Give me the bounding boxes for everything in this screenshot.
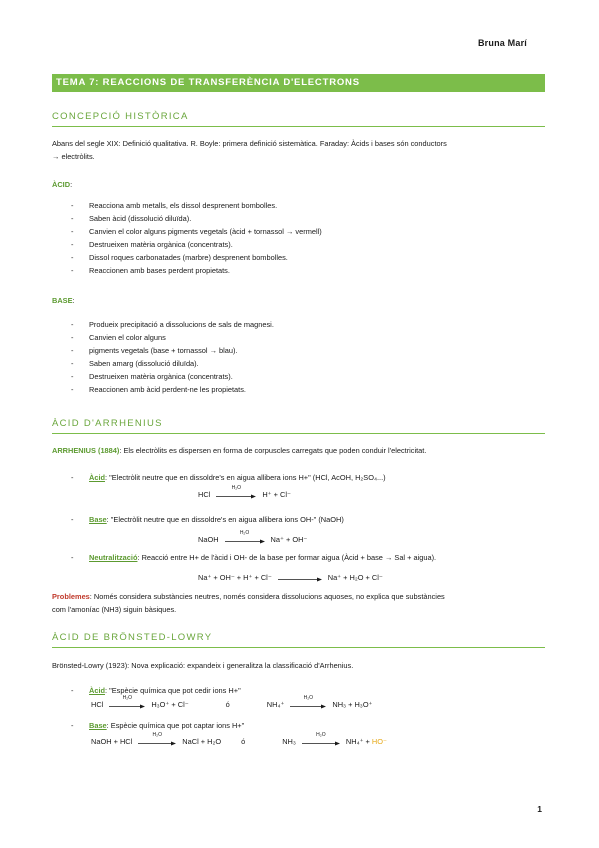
arrhenius-neutralization-def [52, 551, 542, 564]
neutralization-label: Neutralització [89, 553, 138, 562]
list-item: - Saben amarg (dissolució diluïda). [52, 357, 542, 370]
problems-line-1 [52, 590, 542, 603]
list-item: - Destrueixen matèria orgànica (concentrats). [52, 370, 542, 383]
page-number: 1 [537, 804, 542, 814]
list-item [52, 551, 542, 564]
eq-left: HCl [91, 700, 104, 709]
author-name: Bruna Marí [477, 38, 527, 48]
reaction-arrow-icon [138, 732, 176, 746]
problems-label: Problemes [52, 592, 90, 601]
list-item: - Canvien el color alguns [52, 331, 542, 344]
base-label: Base [89, 721, 107, 730]
acid-definition: : "Espècie química que pot cedir ions H+" [105, 686, 241, 695]
list-item: - Reacciona amb metalls, els dissol desprenent bombolles. [52, 199, 542, 212]
list-item: - Saben àcid (dissolució diluïda). [52, 212, 542, 225]
list-item [52, 513, 542, 526]
list-item: - Produeix precipitació a dissolucions de sals de magnesi. [52, 318, 542, 331]
list-item: - Canvien el color alguns pigments vegetals (àcid + tornassol → vermell) [52, 225, 542, 238]
eq-left: NaOH + HCl [91, 737, 133, 746]
list-item: - Reaccionen amb àcid perdent-ne les propietats. [52, 383, 542, 396]
base-heading: BASE: [52, 296, 75, 305]
historical-intro [52, 137, 542, 163]
eq-right [346, 737, 387, 746]
or-word: ó [241, 737, 246, 746]
eq-condition: H₂O [316, 732, 326, 738]
acid-properties-list [52, 199, 542, 277]
arrhenius-acid-def [52, 471, 542, 484]
acid-label: Àcid [89, 473, 106, 482]
eq-condition: H₂O [303, 695, 314, 701]
equation-naoh [198, 530, 308, 544]
eq-right: Na⁺ + H₂O + Cl⁻ [327, 573, 383, 582]
intro-line-1: Abans del segle XIX: Definició qualitativa. R. Boyle: primera definició sistemàtica. Faraday: Àcids i bases són conductors [52, 139, 447, 148]
reaction-arrow-icon [109, 695, 145, 709]
eq-right: Na⁺ + OH⁻ [270, 535, 308, 544]
list-item [52, 471, 542, 484]
acid-heading: ÀCID: [52, 180, 73, 189]
acid-heading-label: ÀCID [52, 180, 71, 189]
list-item: - Reaccionen amb bases perdent propietats. [52, 264, 542, 277]
eq-left: Na⁺ + OH⁻ + H⁺ + Cl⁻ [198, 573, 272, 582]
reaction-arrow-icon [302, 732, 340, 746]
arrhenius-base-def [52, 513, 542, 526]
acid-label: Àcid [89, 686, 106, 695]
list-item [52, 719, 542, 732]
equation-hcl [198, 485, 291, 499]
equations-bronsted-acid [91, 695, 373, 709]
list-item: - Dissol roques carbonatades (marbre) desprenent bombolles. [52, 251, 542, 264]
bronsted-intro: Brönsted-Lowry (1923): Nova explicació: expandeix i generalitza la classificació d'Arrhenius. [52, 661, 354, 670]
section-title-historical: CONCEPCIÓ HISTÒRICA [52, 111, 545, 127]
eq-right: H₃O⁺ + Cl⁻ [151, 700, 189, 709]
list-item: - pigments vegetals (base + tornassol → blau). [52, 344, 542, 357]
list-item: - Destrueixen matèria orgànica (concentrats). [52, 238, 542, 251]
intro-line-2: → electròlits. [52, 152, 95, 161]
eq-condition: H₂O [152, 732, 162, 738]
problems-text: : Només considera substàncies neutres, només considera dissolucions aquoses, no explica que substàncies [89, 592, 445, 601]
eq-right-highlight: HO⁻ [371, 737, 387, 746]
eq-condition: H₂O [231, 485, 242, 491]
eq-left: NH₃ [282, 737, 296, 746]
reaction-arrow-icon [216, 485, 256, 499]
reaction-arrow-icon [290, 695, 326, 709]
eq-condition: H₂O [122, 695, 133, 701]
base-definition: : Espècie química que pot captar ions H+" [106, 721, 245, 730]
equation-neutralization [198, 573, 383, 582]
or-word: ó [225, 700, 230, 709]
arrhenius-label: ARRHENIUS (1884) [52, 446, 120, 455]
eq-left: NaOH [198, 535, 219, 544]
arrhenius-intro [52, 444, 542, 457]
base-definition: : "Electròlit neutre que en dissoldre's en aigua allibera ions OH-" (NaOH) [106, 515, 344, 524]
topic-title-bar: TEMA 7: REACCIONS DE TRANSFERÈNCIA D'ELECTRONS [52, 74, 545, 92]
base-label: Base [89, 515, 107, 524]
neutralization-definition: : Reacció entre H+ de l'àcid i OH- de la base per formar aigua (Àcid + base → Sal + aigua). [137, 553, 437, 562]
problems-line-2: com l'amoníac (NH3) siguin bàsiques. [52, 605, 177, 614]
eq-right: H⁺ + Cl⁻ [262, 490, 291, 499]
eq-right: NH₃ + H₃O⁺ [332, 700, 373, 709]
arrhenius-problems [52, 590, 542, 616]
arrhenius-text: : Els electròlits es dispersen en forma de corpuscles carregats que poden conduir l'electricitat. [119, 446, 427, 455]
section-title-bronsted: ÀCID DE BRÖNSTED-LOWRY [52, 632, 545, 648]
eq-left: NH₄⁺ [266, 700, 285, 709]
eq-left: HCl [198, 490, 211, 499]
base-properties-list [52, 318, 542, 396]
eq-right-text: NH₄⁺ + [345, 737, 372, 746]
eq-condition: H₂O [239, 530, 250, 536]
eq-right: NaCl + H₂O [182, 737, 222, 746]
equations-bronsted-base [91, 732, 387, 746]
reaction-arrow-icon [225, 530, 265, 544]
base-heading-label: BASE [52, 296, 73, 305]
acid-definition: : "Electròlit neutre que en dissoldre's en aigua allibera ions H+" (HCl, AcOH, H₂SO₄...) [105, 473, 386, 482]
reaction-arrow-icon [278, 573, 322, 582]
bronsted-base-def [52, 719, 542, 732]
section-title-arrhenius: ÀCID D'ARRHENIUS [52, 418, 545, 434]
